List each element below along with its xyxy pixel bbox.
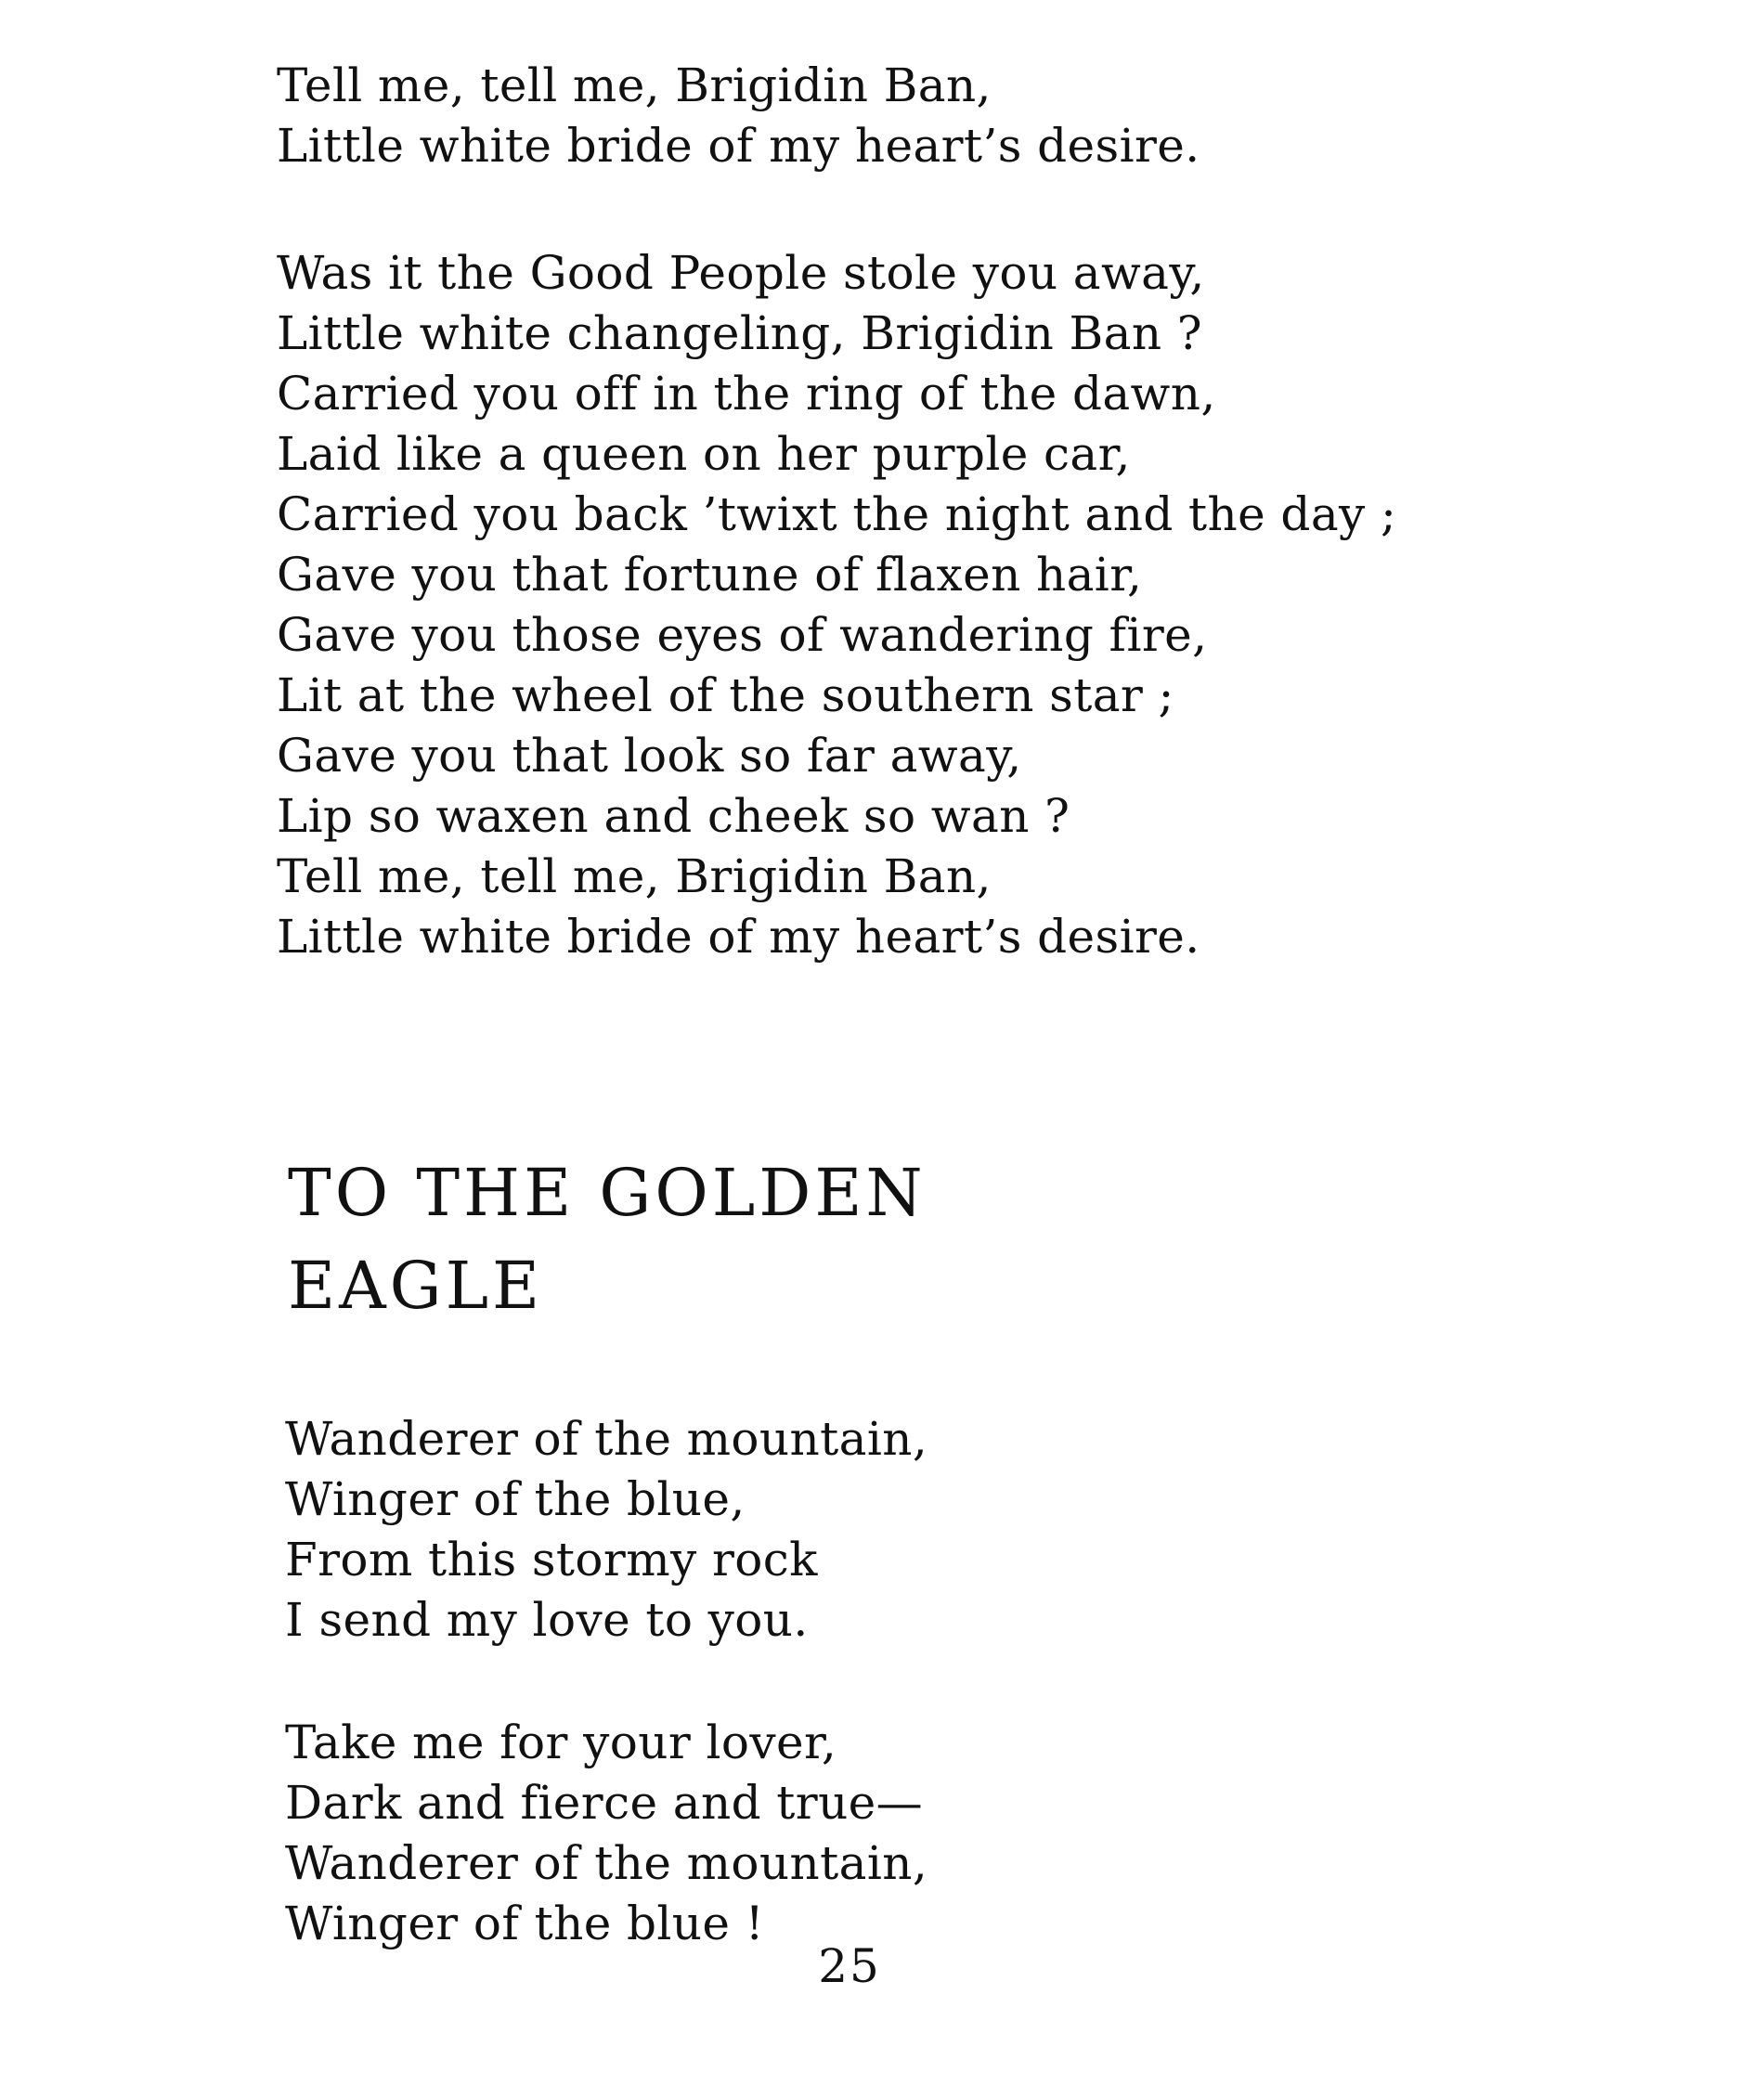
poem-title-line: EAGLE bbox=[288, 1248, 544, 1324]
poem-line: Take me for your lover, bbox=[285, 1716, 837, 1769]
poem-line: Tell me, tell me, Brigidin Ban, bbox=[277, 849, 992, 903]
poem-line: From this stormy rock bbox=[285, 1533, 818, 1586]
poem-title bbox=[288, 1146, 1123, 1332]
poem-line: I send my love to you. bbox=[285, 1593, 809, 1647]
poem-line: Laid like a queen on her purple car, bbox=[277, 427, 1131, 481]
poem-title-line: TO THE GOLDEN bbox=[288, 1155, 927, 1231]
stanza bbox=[277, 243, 1396, 967]
stanza bbox=[285, 1713, 927, 1954]
poem-line: Winger of the blue ! bbox=[285, 1897, 765, 1950]
page-number: 25 bbox=[818, 1939, 881, 1993]
poem-line: Carried you back ’twixt the night and the day ; bbox=[277, 487, 1397, 541]
poem-line: Lip so waxen and cheek so wan ? bbox=[277, 789, 1070, 843]
poem-line: Was it the Good People stole you away, bbox=[277, 246, 1205, 300]
poem-line: Gave you that look so far away, bbox=[277, 729, 1022, 783]
stanza bbox=[277, 56, 1200, 176]
poem-line: Little white changeling, Brigidin Ban ? bbox=[277, 306, 1202, 360]
stanza bbox=[285, 1409, 927, 1651]
poem-line: Wanderer of the mountain, bbox=[285, 1836, 928, 1890]
poem-line: Little white bride of my heart’s desire. bbox=[277, 910, 1200, 964]
poem-line: Little white bride of my heart’s desire. bbox=[277, 119, 1200, 173]
poem-line: Gave you those eyes of wandering fire, bbox=[277, 608, 1208, 662]
poem-line: Lit at the wheel of the southern star ; bbox=[277, 668, 1174, 722]
poem-line: Wanderer of the mountain, bbox=[285, 1412, 928, 1466]
poem-line: Carried you off in the ring of the dawn, bbox=[277, 367, 1216, 421]
poem-line: Gave you that fortune of flaxen hair, bbox=[277, 548, 1143, 602]
poem-line: Dark and fierce and true— bbox=[285, 1776, 924, 1830]
poem-line: Winger of the blue, bbox=[285, 1472, 746, 1526]
poem-line: Tell me, tell me, Brigidin Ban, bbox=[277, 58, 992, 112]
